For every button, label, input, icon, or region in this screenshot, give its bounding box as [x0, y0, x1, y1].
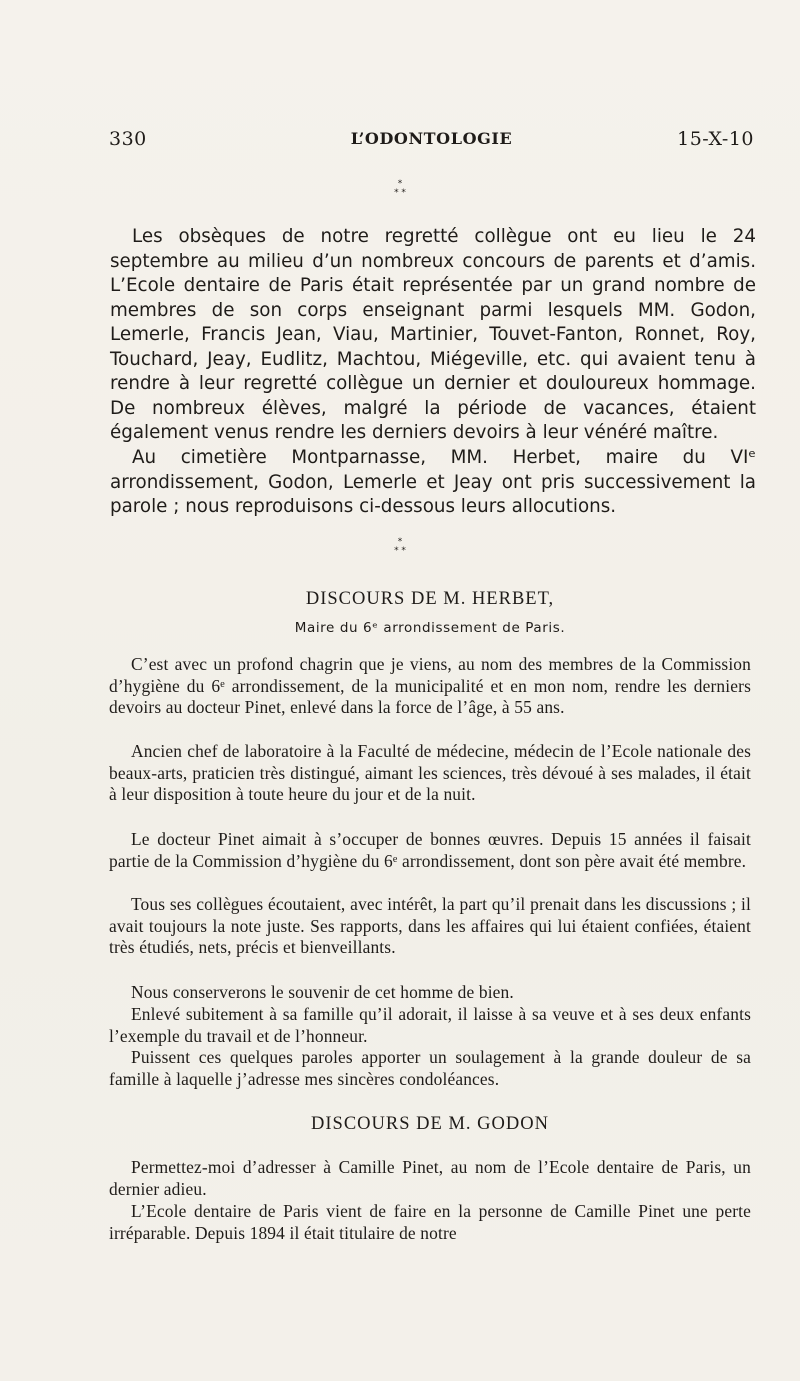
herbet-paragraph-5: Nous conserverons le souvenir de cet homme de bien.	[131, 982, 514, 1002]
herbet-paragraph-7: Puissent ces quelques paroles apporter un soulagement à la grande douleur de sa famille à laquelle j’adresse mes sincères condoléances.	[109, 1047, 751, 1089]
asterism-separator: * * *	[394, 537, 406, 556]
intro-paragraph-1: Les obsèques de notre regretté collègue ont eu lieu le 24 septembre au milieu d’un nombreux concours de parents et d’amis. L’Ecole dentaire de Paris était représentée par un grand nombre de membres de son corps enseignant parmi lesquels MM. Godon, Lemerle, Francis Jean, Viau, Martinier, Touvet-Fanton, Ronnet, Roy, Touchard, Jeay, Eudlitz, Machtou, Miégeville, etc. qui avaient tenu à rendre à leur regretté collègue un dernier et douloureux hommage. De nombreux élèves, malgré la période de vacances, étaient également venus rendre les derniers devoirs à leur vénéré maître.	[110, 226, 756, 443]
intro-paragraph-2: Au cimetière Montparnasse, MM. Herbet, maire du VIᵉ arrondissement, Godon, Lemerle et Jeay ont pris successivement la parole ; nous reproduisons ci-dessous leurs allocutions.	[110, 447, 756, 517]
speech-heading-godon: DISCOURS DE M. GODON	[311, 1114, 549, 1134]
godon-paragraph-1: Permettez-moi d’adresser à Camille Pinet, au nom de l’Ecole dentaire de Paris, un dernier adieu.	[109, 1157, 751, 1199]
issue-date: 15-X-10	[677, 128, 754, 150]
herbet-paragraph-4: Tous ses collègues écoutaient, avec intérêt, la part qu’il prenait dans les discussions ; il avait toujours la note juste. Ses rapports, dans les affaires qui lui étaient confiées, étaient très étudiés, nets, précis et bienveillants.	[109, 894, 751, 958]
journal-title: L’ODONTOLOGIE	[350, 129, 513, 148]
asterism-separator: * * *	[394, 179, 406, 198]
speech-subheading-herbet: Maire du 6ᵉ arrondissement de Paris.	[294, 620, 566, 636]
herbet-paragraph-2: Ancien chef de laboratoire à la Faculté de médecine, médecin de l’Ecole nationale des beaux-arts, praticien très distingué, aimant les sciences, très dévoué à ses malades, il était à leur disposition à toute heure du jour et de la nuit.	[109, 741, 751, 805]
running-header	[109, 128, 754, 150]
herbet-paragraph-3: Le docteur Pinet aimait à s’occuper de bonnes œuvres. Depuis 15 années il faisait partie de la Commission d’hygiène du 6ᵉ arrondissement, dont son père avait été membre.	[109, 829, 751, 871]
godon-paragraph-2: L’Ecole dentaire de Paris vient de faire en la personne de Camille Pinet une perte irréparable. Depuis 1894 il était titulaire de notre	[109, 1201, 751, 1243]
herbet-paragraph-6: Enlevé subitement à sa famille qu’il adorait, il laisse à sa veuve et à ses deux enfants l’exemple du travail et de l’honneur.	[109, 1004, 751, 1046]
herbet-paragraph-1: C’est avec un profond chagrin que je viens, au nom des membres de la Commission d’hygiène du 6ᵉ arrondissement, de la municipalité et en mon nom, rendre les derniers devoirs au docteur Pinet, enlevé dans la force de l’âge, à 55 ans.	[109, 654, 751, 718]
page-number: 330	[109, 128, 147, 150]
speech-heading-herbet: DISCOURS DE M. HERBET,	[305, 589, 555, 609]
